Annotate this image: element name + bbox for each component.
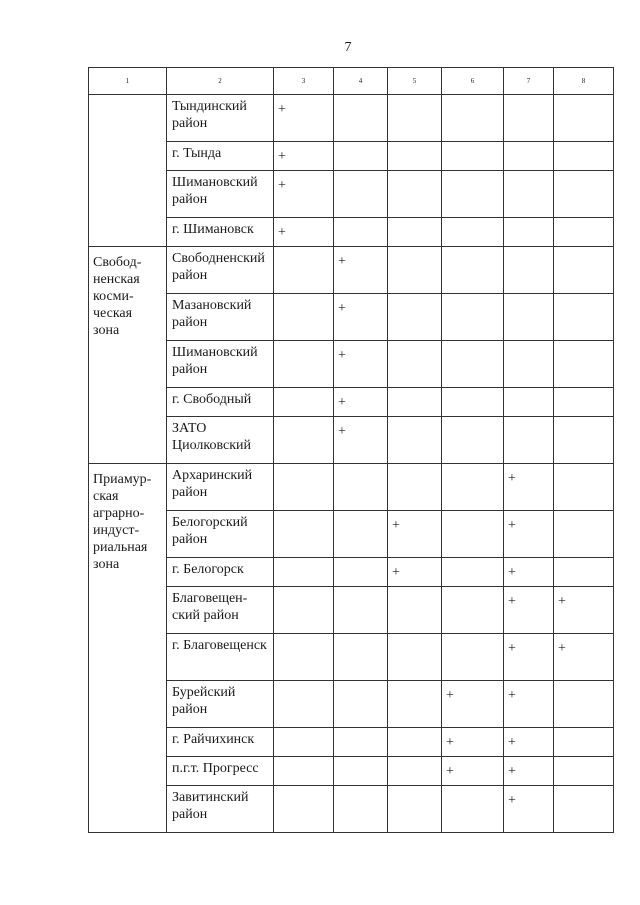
district-cell: г. Белогорск [167,558,274,587]
mark-cell-col-5 [388,728,442,757]
zone-cell [89,95,167,247]
mark-cell-col-3: + [274,171,334,218]
mark-cell-col-3 [274,681,334,728]
mark-cell-col-4 [334,757,388,786]
mark-cell-col-8 [554,681,614,728]
mark-cell-col-4 [334,634,388,681]
district-cell: Шимановский район [167,171,274,218]
mark-cell-col-4 [334,464,388,511]
column-number-3: 3 [274,68,334,95]
mark-cell-col-7: + [504,464,554,511]
mark-cell-col-7 [504,95,554,142]
mark-cell-col-8 [554,417,614,464]
district-cell: г. Благовещенск [167,634,274,681]
mark-cell-col-7 [504,247,554,294]
column-number-1: 1 [89,68,167,95]
mark-cell-col-4: + [334,294,388,341]
mark-cell-col-6 [442,341,504,388]
mark-cell-col-4: + [334,388,388,417]
mark-cell-col-5 [388,218,442,247]
mark-cell-col-5 [388,417,442,464]
mark-cell-col-5 [388,634,442,681]
column-number-2: 2 [167,68,274,95]
mark-cell-col-8 [554,511,614,558]
mark-cell-col-4 [334,142,388,171]
mark-cell-col-8: + [554,634,614,681]
mark-cell-col-6 [442,786,504,833]
mark-cell-col-8 [554,294,614,341]
mark-cell-col-6 [442,95,504,142]
mark-cell-col-5 [388,587,442,634]
mark-cell-col-8 [554,757,614,786]
mark-cell-col-4 [334,558,388,587]
table-row [89,511,614,558]
mark-cell-col-6 [442,634,504,681]
mark-cell-col-7: + [504,757,554,786]
mark-cell-col-7: + [504,786,554,833]
mark-cell-col-3 [274,728,334,757]
mark-cell-col-6 [442,417,504,464]
district-cell: Тындинский район [167,95,274,142]
mark-cell-col-4: + [334,341,388,388]
table-row [89,218,614,247]
mark-cell-col-6 [442,464,504,511]
mark-cell-col-3 [274,634,334,681]
mark-cell-col-5 [388,388,442,417]
column-number-8: 8 [554,68,614,95]
mark-cell-col-7 [504,171,554,218]
district-cell: Благовещен- ский район [167,587,274,634]
mark-cell-col-3 [274,786,334,833]
mark-cell-col-4 [334,218,388,247]
district-cell: г. Райчихинск [167,728,274,757]
mark-cell-col-5 [388,171,442,218]
mark-cell-col-4: + [334,417,388,464]
mark-cell-col-5 [388,247,442,294]
mark-cell-col-5 [388,786,442,833]
table-row [89,587,614,634]
mark-cell-col-4 [334,587,388,634]
mark-cell-col-4 [334,171,388,218]
table-row [89,95,614,142]
table-row [89,786,614,833]
mark-cell-col-3 [274,757,334,786]
table-row [89,294,614,341]
mark-cell-col-6 [442,218,504,247]
district-cell: Мазановский район [167,294,274,341]
mark-cell-col-5 [388,681,442,728]
table-row [89,341,614,388]
mark-cell-col-8 [554,464,614,511]
district-cell: Завитинский район [167,786,274,833]
mark-cell-col-3 [274,341,334,388]
table-row [89,247,614,294]
mark-cell-col-4 [334,786,388,833]
table-row [89,728,614,757]
district-cell: ЗАТО Циолковский [167,417,274,464]
mark-cell-col-3 [274,464,334,511]
table-row [89,634,614,681]
mark-cell-col-4 [334,95,388,142]
mark-cell-col-3 [274,247,334,294]
mark-cell-col-5: + [388,511,442,558]
district-cell: Бурейский район [167,681,274,728]
district-cell: Архаринский район [167,464,274,511]
district-cell: п.г.т. Прогресс [167,757,274,786]
mark-cell-col-6 [442,142,504,171]
mark-cell-col-5 [388,341,442,388]
mark-cell-col-7: + [504,728,554,757]
mark-cell-col-6 [442,247,504,294]
mark-cell-col-6 [442,587,504,634]
mark-cell-col-3 [274,388,334,417]
district-cell: г. Свободный [167,388,274,417]
mark-cell-col-8 [554,341,614,388]
mark-cell-col-8 [554,786,614,833]
mark-cell-col-4 [334,681,388,728]
column-number-6: 6 [442,68,504,95]
mark-cell-col-4 [334,511,388,558]
mark-cell-col-6 [442,558,504,587]
table-row [89,464,614,511]
mark-cell-col-8 [554,558,614,587]
mark-cell-col-5 [388,294,442,341]
mark-cell-col-5 [388,95,442,142]
mark-cell-col-7: + [504,587,554,634]
mark-cell-col-3 [274,587,334,634]
zone-cell: Приамур- ская аграрно- индуст- риальная зона [89,464,167,833]
mark-cell-col-8 [554,95,614,142]
mark-cell-col-3 [274,417,334,464]
column-number-4: 4 [334,68,388,95]
mark-cell-col-3 [274,511,334,558]
mark-cell-col-8 [554,218,614,247]
mark-cell-col-6 [442,294,504,341]
mark-cell-col-5 [388,142,442,171]
district-cell: Свободненский район [167,247,274,294]
mark-cell-col-7: + [504,634,554,681]
table-row [89,757,614,786]
district-cell: г. Шимановск [167,218,274,247]
mark-cell-col-8 [554,142,614,171]
mark-cell-col-7 [504,388,554,417]
table-row [89,142,614,171]
mark-cell-col-8 [554,247,614,294]
district-cell: Шимановский район [167,341,274,388]
mark-cell-col-7 [504,294,554,341]
mark-cell-col-8 [554,728,614,757]
mark-cell-col-7: + [504,558,554,587]
mark-cell-col-6 [442,388,504,417]
table-row [89,681,614,728]
mark-cell-col-8 [554,171,614,218]
mark-cell-col-3: + [274,142,334,171]
column-number-row [89,68,614,95]
mark-cell-col-5 [388,464,442,511]
mark-cell-col-3 [274,558,334,587]
mark-cell-col-7 [504,341,554,388]
mark-cell-col-7 [504,417,554,464]
district-cell: г. Тында [167,142,274,171]
table-row [89,171,614,218]
column-number-7: 7 [504,68,554,95]
mark-cell-col-7: + [504,511,554,558]
zones-table [88,67,614,833]
mark-cell-col-7 [504,218,554,247]
mark-cell-col-3: + [274,95,334,142]
mark-cell-col-7 [504,142,554,171]
mark-cell-col-4: + [334,247,388,294]
mark-cell-col-6: + [442,728,504,757]
table-row [89,417,614,464]
mark-cell-col-8: + [554,587,614,634]
zone-cell: Свобод- ненская косми- ческая зона [89,247,167,464]
mark-cell-col-5 [388,757,442,786]
mark-cell-col-7: + [504,681,554,728]
mark-cell-col-6: + [442,681,504,728]
table-row [89,388,614,417]
mark-cell-col-3 [274,294,334,341]
mark-cell-col-3: + [274,218,334,247]
mark-cell-col-4 [334,728,388,757]
page-number: 7 [344,40,352,55]
district-cell: Белогорский район [167,511,274,558]
table-row [89,558,614,587]
mark-cell-col-8 [554,388,614,417]
mark-cell-col-6 [442,511,504,558]
mark-cell-col-5: + [388,558,442,587]
mark-cell-col-6 [442,171,504,218]
column-number-5: 5 [388,68,442,95]
mark-cell-col-6: + [442,757,504,786]
